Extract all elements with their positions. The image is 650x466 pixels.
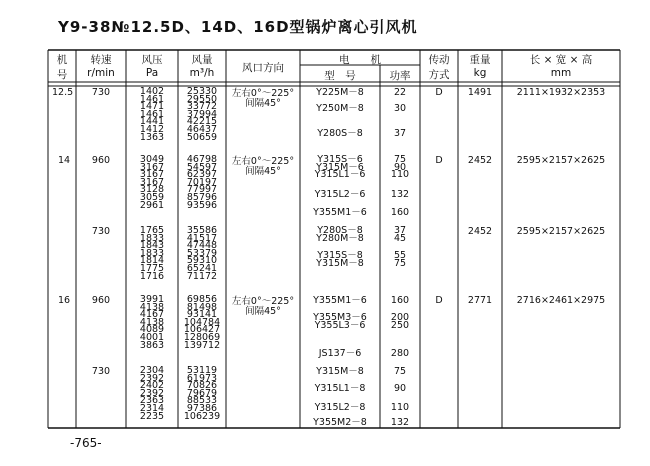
cell-motor-model: Y315M－8	[316, 366, 364, 377]
cell-motor-model: Y355M3－6 Y355L3－6	[313, 312, 367, 331]
cell-weight: 2452	[467, 155, 493, 166]
cell-pressure: 3049 3167 3167 3167 3128 3059 2961	[139, 154, 165, 211]
cell-speed: 960	[91, 295, 111, 306]
cell-motor-power: 75	[393, 366, 407, 377]
cell-motor-model: Y355M2－8	[313, 417, 367, 428]
cell-motor-power: 160	[390, 207, 410, 218]
cell-motor-power: 132	[390, 417, 410, 428]
cell-dims: 2595×2157×2625	[516, 226, 606, 237]
header-weight: 重量	[469, 54, 491, 66]
cell-motor-model: Y280S－8 Y280M－8	[316, 225, 364, 244]
cell-drive: D	[435, 155, 443, 166]
page-number: -765-	[70, 436, 102, 450]
header-pressure: 风压	[141, 54, 163, 66]
cell-dims: 2716×2461×2975	[516, 295, 606, 306]
cell-weight: 1491	[467, 87, 493, 98]
cell-model-no: 14	[58, 155, 71, 166]
cell-motor-model: Y315L1－8	[314, 383, 366, 394]
header-speed: 转速	[90, 54, 112, 66]
cell-flow: 46798 54597 62397 70197 77997 85796 93596	[186, 154, 218, 211]
cell-motor-power: 160	[390, 295, 410, 306]
header-weight-unit: kg	[473, 67, 487, 79]
cell-drive: D	[435, 87, 443, 98]
cell-motor-model: Y315L2－8	[314, 402, 366, 413]
cell-motor-model: Y355M1－6	[313, 207, 367, 218]
cell-speed: 730	[91, 226, 111, 237]
header-flow-unit: m³/h	[189, 67, 215, 79]
cell-outlet-2: 间隔45°	[245, 166, 281, 177]
cell-motor-power: 30	[393, 103, 407, 114]
cell-flow: 53119 61973 70826 79679 88533 97386 106239	[183, 365, 221, 422]
cell-weight: 2771	[467, 295, 493, 306]
cell-motor-model: Y315S－8 Y315M－8	[316, 250, 364, 269]
cell-motor-power: 75 90 110	[390, 154, 410, 181]
cell-motor-power: 110	[390, 402, 410, 413]
header-drive-2: 方式	[428, 69, 450, 81]
cell-outlet-1: 左右0°～225°	[231, 156, 295, 167]
header-motor-power: 功率	[389, 70, 411, 82]
cell-outlet-1: 左右0°～225°	[231, 296, 295, 307]
header-pressure-unit: Pa	[145, 67, 159, 79]
cell-motor-model: Y250M－8	[316, 103, 364, 114]
cell-flow: 69856 81498 93141 104784 106427 128069 139712	[183, 294, 221, 351]
cell-pressure: 1765 1833 1843 1833 1814 1775 1716	[139, 225, 165, 282]
cell-model-no: 16	[58, 295, 71, 306]
cell-outlet-2: 间隔45°	[245, 306, 281, 317]
header-model-no-2: 号	[56, 69, 68, 81]
header-drive: 传动	[428, 54, 450, 66]
cell-motor-model: Y225M－8	[316, 87, 364, 98]
header-motor-model: 型 号	[324, 70, 356, 82]
cell-flow: 35586 41517 47448 53379 59310 65241 71172	[186, 225, 218, 282]
cell-motor-power: 55 75	[393, 250, 407, 269]
cell-motor-power: 200 250	[390, 312, 410, 331]
cell-outlet-1: 左右0°～225°	[231, 88, 295, 99]
header-flow: 风量	[191, 54, 213, 66]
cell-motor-model: Y355M1－6	[313, 295, 367, 306]
cell-speed: 730	[91, 366, 111, 377]
cell-motor-power: 22	[393, 87, 407, 98]
cell-speed: 960	[91, 155, 111, 166]
header-dims-unit: mm	[550, 67, 572, 79]
cell-weight: 2452	[467, 226, 493, 237]
cell-motor-power: 37	[393, 128, 407, 139]
cell-outlet-2: 间隔45°	[245, 98, 281, 109]
cell-dims: 2111×1932×2353	[516, 87, 606, 98]
page-title: Y9-38№12.5D、14D、16D型锅炉离心引风机	[58, 18, 418, 36]
cell-motor-power: 90	[393, 383, 407, 394]
cell-motor-power: 280	[390, 348, 410, 359]
header-dims: 长 × 宽 × 高	[529, 54, 593, 66]
cell-flow: 25330 29550 33772 37994 42215 46437 50659	[186, 86, 218, 143]
cell-motor-model: Y280S－8	[317, 128, 363, 139]
header-outlet: 风口方向	[242, 62, 284, 74]
cell-dims: 2595×2157×2625	[516, 155, 606, 166]
cell-motor-model: Y315L2－6	[314, 189, 366, 200]
cell-drive: D	[435, 295, 443, 306]
header-model-no-1: 机	[56, 54, 68, 66]
cell-pressure: 3991 4138 4167 4138 4089 4001 3863	[139, 294, 165, 351]
cell-pressure: 1402 1461 1471 1461 1441 1412 1363	[139, 86, 165, 143]
cell-motor-model: JS137－6	[318, 348, 362, 359]
cell-speed: 730	[91, 87, 111, 98]
header-speed-unit: r/min	[87, 67, 115, 79]
cell-pressure: 2304 2392 2402 2392 2363 2314 2235	[139, 365, 165, 422]
cell-motor-power: 37 45	[393, 225, 407, 244]
header-motor: 电 机	[339, 54, 381, 66]
cell-motor-power: 132	[390, 189, 410, 200]
cell-motor-model: Y315S－6 Y315M－6 Y315L1－6	[314, 154, 366, 181]
cell-model-no: 12.5	[52, 87, 74, 98]
